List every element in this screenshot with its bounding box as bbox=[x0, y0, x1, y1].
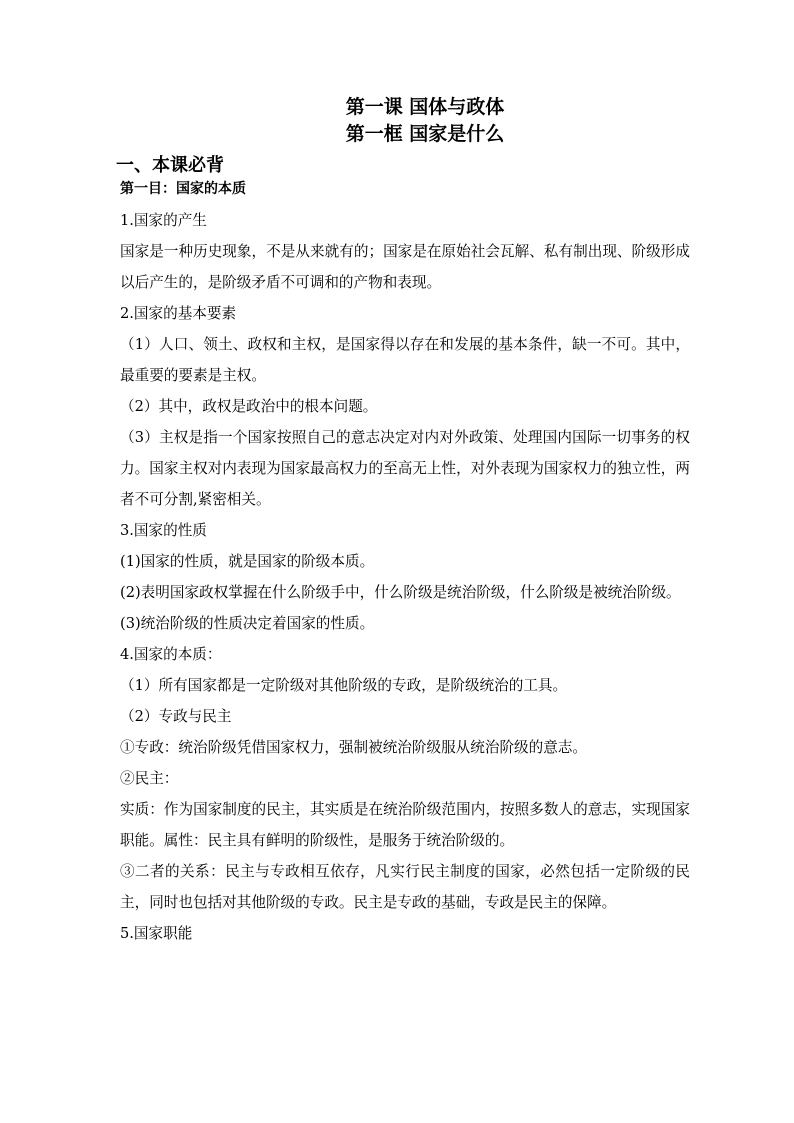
heading-essence: 4.国家的本质： bbox=[120, 646, 222, 663]
heading-nature: 3.国家的性质 bbox=[120, 522, 207, 539]
paragraph-nature-3: (3)统治阶级的性质决定着国家的性质。 bbox=[120, 615, 375, 632]
document-content bbox=[116, 94, 690, 949]
frame-title: 第一框 国家是什么 bbox=[345, 123, 505, 145]
paragraph-nature-1: (1)国家的性质，就是国家的阶级本质。 bbox=[120, 553, 375, 570]
lesson-title: 第一课 国体与政体 bbox=[345, 96, 505, 118]
paragraph-essence-1: （1）所有国家都是一定阶级对其他阶级的专政，是阶级统治的工具。 bbox=[120, 677, 568, 694]
heading-elements: 2.国家的基本要素 bbox=[120, 305, 237, 322]
paragraph-elements-1: （1）人口、领土、政权和主权，是国家得以存在和发展的基本条件，缺一不可。其中，最重要的要素是主权。 bbox=[120, 336, 690, 384]
paragraph-democracy: 实质：作为国家制度的民主，其实质是在统治阶级范围内，按照多数人的意志，实现国家职能。属性：民主具有鲜明的阶级性，是服务于统治阶级的。 bbox=[120, 801, 690, 849]
paragraph-dictatorship: ①专政：统治阶级凭借国家权力，强制被统治阶级服从统治阶级的意志。 bbox=[120, 739, 588, 756]
paragraph-elements-2: （2）其中，政权是政治中的根本问题。 bbox=[120, 398, 378, 415]
paragraph-origin: 国家是一种历史现象，不是从来就有的；国家是在原始社会瓦解、私有制出现、阶级形成以后产生的，是阶级矛盾不可调和的产物和表现。 bbox=[120, 243, 690, 291]
paragraph-essence-2: （2）专政与民主 bbox=[120, 708, 232, 725]
paragraph-nature-2: (2)表明国家政权掌握在什么阶级手中，什么阶级是统治阶级，什么阶级是被统治阶级。 bbox=[120, 584, 681, 601]
heading-functions: 5.国家职能 bbox=[120, 925, 193, 942]
section-heading: 一、本课必背 bbox=[116, 155, 224, 176]
paragraph-democracy-label: ②民主： bbox=[120, 770, 179, 787]
subsection-heading: 第一目：国家的本质 bbox=[120, 181, 246, 197]
paragraph-relationship: ③二者的关系：民主与专政相互依存，凡实行民主制度的国家，必然包括一定阶级的民主，同时也包括对其他阶级的专政。民主是专政的基础，专政是民主的保障。 bbox=[120, 863, 690, 911]
paragraph-elements-3: （3）主权是指一个国家按照自己的意志决定对内对外政策、处理国内国际一切事务的权力。国家主权对内表现为国家最高权力的至高无上性，对外表现为国家权力的独立性，两者不可分割,紧密相关。 bbox=[120, 429, 690, 508]
heading-origin: 1.国家的产生 bbox=[120, 212, 207, 229]
